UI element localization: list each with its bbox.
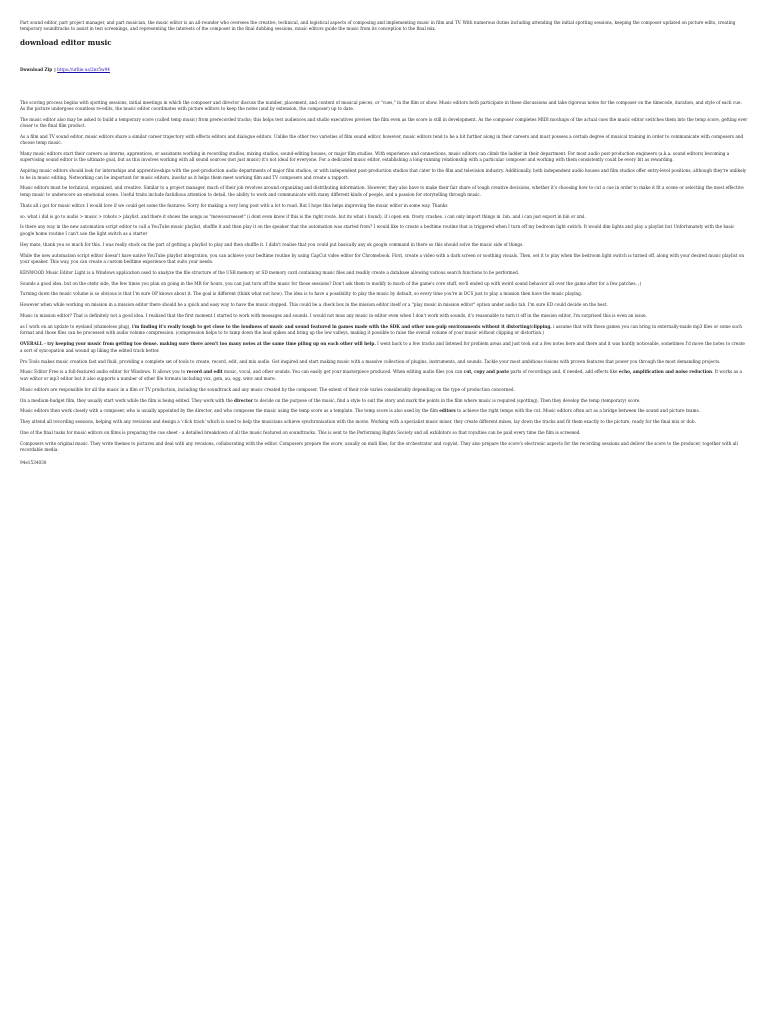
paragraph-text: I went back to a few tracks and listened for problem areas and just took out a few notes here and there and it was hardly noticeable, sometimes I'd move the notes to create a sort of syncopation and wound up liking the edited track better. — [20, 341, 745, 353]
body-paragraph — [20, 214, 748, 220]
body-paragraph — [20, 100, 748, 113]
paragraph-text: Music in mission editor? That is definitely not a good idea. I realized that the first moment I started to work with messages and sounds. I would not miss any music in editor even when I don't work with sounds, it's reasonable to turn it off in the mission editor, I'm surprised this is even an issue. — [20, 313, 647, 319]
bold-text: echo, amplification and noise reduction — [618, 369, 713, 375]
body-paragraph — [20, 242, 748, 248]
paragraph-text: Hey mate, thank you so much for this. I was really stuck on the part of getting a playlist to play and then shuffle it. I didn't realise that you could put basically any ok google command in there so this should solve the music side of things. — [20, 241, 524, 247]
paragraph-text: Turning down the music volume is so obvious is that I'm sure OP knows about it. The goal is different (think what not how). The idea is to have a possibility to play the music by default, so every time you're in DCS just to play a mission then have the music playing. — [20, 291, 583, 297]
paragraph-text: so. what i did is go to audio > music > robots > playlist. and there it shows the songs as "mewsoursesset" (i dont even know if this is the right route. but its what i found). if i open em. frosty crashes. i can only import things in .bin. and i can just export in bin or xml. — [20, 213, 586, 219]
body-paragraph — [20, 341, 748, 354]
paragraph-text: Music editors must be technical, organized, and creative. Similar to a project manager, much of their job revolves around organizing and distributing information. However, they also have to make their fair share of tough creative decisions, whether it's choosing how to cut a cue in order to make it fit a scene or selecting the most effective temp music to underscore an emotional scene. Useful traits include fastidious attention to detail, the ability to work and communicate with many different kinds of people, and a passion for storytelling through music. — [20, 185, 744, 197]
body-paragraph — [20, 134, 748, 147]
body-paragraph — [20, 419, 748, 425]
paragraph-text: music, vocal, and other sounds. You can easily get your masterpiece produced. When editing audio files you can — [222, 369, 464, 375]
body-paragraph — [20, 270, 748, 276]
body-paragraph — [20, 291, 748, 297]
body-paragraph — [20, 185, 748, 198]
body-paragraph — [20, 387, 748, 393]
body-paragraph — [20, 302, 748, 308]
body-paragraph — [20, 151, 748, 164]
body-paragraph — [20, 203, 748, 209]
paragraph-text: As a film and TV sound editor, music editors share a similar career trajectory with effects editors and dialogue editors. Unlike the other two varieties of film sound editor, however, music editors tend to be a bit further along in their careers and must possess a certain degree of musical training in order to communicate with composers and choose temp music. — [20, 133, 744, 146]
paragraph-text: i assume that with those games you can bring in externally-made mp3 files or some such format and those files can be processed with audio volume compression. (compression helps to to tamp down the lead spikes and bring up the low valleys, making it possible to raise the overall volume of your music without clipping or distortion.) — [20, 324, 742, 336]
paragraph-text: as I work on an update to eyeland (shameless plug), — [20, 324, 133, 330]
bold-text: director — [234, 397, 253, 403]
bold-text: OVERALL - try keeping your music from getting too dense. making sure there aren't too many notes at the same time piling up on each other will help. — [20, 341, 376, 347]
paragraph-text: Many music editors start their careers as interns, apprentices, or assistants working in recording studios, mixing studios, sound-editing houses, or major film studios. With experience and connections, music editors can climb the ladder in their department. For most audio post-production engineers (a.k.a. sound editors) becoming a supervising sound editor is the ultimate goal, but as this involves working with all sound sources (not just music) it's not ideal for everyone. For a dedicated music editor, establishing a long-running relationship with a particular composer and working with them consistently could be every bit as rewarding. — [20, 151, 730, 163]
intro-paragraph: Part sound editor, part project manager, and part musician, the music editor is an all-rounder who oversees the creative, technical, and logistical aspects of composing and implementing music in film and TV. With numerous duties including attending the initial spotting sessions, keeping the composer updated on picture edits, creating temporary soundtracks to assist in test screenings, and representing the interests of the composer in the final dubbing sessions, music editors guide the music from its conception to the final mix. — [20, 20, 736, 32]
bold-text: editors — [439, 408, 456, 414]
paragraph-text: parts of recordings and, if needed, add effects like — [509, 369, 619, 375]
paragraph-text: Is there any way in the new automation script editor to call a YouTube music playlist, shuffle it and then play it on the speaker that the automation was started from? I would like to create a bedtime routine that is triggered when I turn off my bedroom light switch. It would dim lights and play a playlist but Unfortunately with the basic google home routine I can't use the light switch as a starter — [20, 224, 735, 236]
paragraph-text: On a medium-budget film, they usually start work while the film is being edited. They work with the — [20, 397, 235, 403]
paragraph-text: Aspiring music editors should look for internships and apprenticeships with the post-production audio departments of major film studios, or with independent post-production studios that cater to the film and television industry. Additionally, both independent audio houses and film studios offer entry-level positions, although they're unlikely to be in music editing. Networking can be important for music editors, insofar as it helps them meet working film and TV composers and create a rapport. — [20, 168, 747, 180]
paragraph-text: Music Editor Free is a full-featured audio editor for Windows. It allows you to — [20, 369, 187, 375]
download-link[interactable]: https://urllie.us/2nr5w94 — [57, 67, 110, 73]
paragraph-text: While the new automation script editor doesn't have native YouTube playlist integration, you can achieve your bedtime routine by using CapCut video editor for Chromebook. First, create a video with a dark screen or soothing visuals. Then, set it to play when the bedroom light switch is turned off, along with your desired music playlist on your speaker. This way, you can create a custom bedtime experience that suits your needs. — [20, 252, 745, 264]
download-row — [20, 67, 748, 73]
body-paragraph — [20, 224, 748, 237]
paragraph-text: One of the final tasks for music editors on films is preparing the cue sheet - a detailed breakdown of all the music featured on soundtracks. This is sent to the Performing Rights Society and all exhibitors so that royalties can be paid every time the film is screened. — [20, 430, 581, 436]
paragraph-text: Pro Tools makes music creation fast and fluid, providing a complete set of tools to create, record, edit, and mix audio. Get inspired and start making music with a massive collection of plugins, instruments, and sounds. Tackle your most ambitious visions with proven features that power you through the most demanding projects. — [20, 358, 721, 364]
download-separator: ▯ — [52, 67, 58, 73]
body-paragraph — [20, 253, 748, 266]
body-paragraph — [20, 281, 748, 287]
body-paragraph — [20, 398, 748, 404]
download-label: Download Zip — [20, 67, 53, 73]
paragraph-text: The scoring process begins with spotting sessions, initial meetings in which the composer and director discuss the number, placement, and content of musical pieces, or "cues," in the film or show. Music editors both participate in these discussions and take rigorous notes for the composer on the timecode, duration, and style of each cue. As the picture undergoes countless re-edits, the music editor coordinates with picture editors to keep the notes (and by extension, the composer) up to date. — [20, 99, 742, 111]
body-paragraph — [20, 430, 748, 436]
paragraph-text: KENWOOD Music Editor Light is a Windows application used to analyze the file structure of the USB memory or SD memory card containing music files and readily create a database allowing various search functions to be performed. — [20, 269, 520, 275]
paragraph-text: to decide on the purpose of the music, find a style to suit the story and mark the points in the film where music is required (spotting). Then they develop the temp (temporary) score. — [252, 397, 641, 403]
paragraph-text: . It works as a wav editor or mp3 editor but it also supports a number of other file formats including vox, gsm, au, ogg, wmv and more. — [20, 369, 742, 381]
bold-text: record and edit — [186, 369, 223, 375]
paragraph-text: to achieve the right tempo with the cut. Music editors often act as a bridge between the sound and picture teams. — [455, 408, 700, 414]
paragraph-text: The music editor also may be asked to build a temporary score (called temp music) from prerecorded tracks; this helps test audiences and studio executives preview the film even as the score is still in development. As the composer completes MIDI mockups of the actual cues the music editor switches them into the temp score, getting ever closer to the final film product. — [20, 116, 748, 129]
body-paragraph — [20, 441, 748, 454]
bold-text: cut, copy and paste — [463, 369, 509, 375]
paragraph-list — [20, 100, 748, 454]
footer-code: 94e1534030 — [20, 459, 47, 465]
body-paragraph — [20, 359, 748, 365]
body-paragraph — [20, 369, 748, 382]
bold-text: i'm finding it's really tough to get close to the loudness of music and sound featured in games made with the SDK and other non-pulp environments without it distorting/clipping. — [132, 324, 552, 330]
paragraph-text: Music editors are responsible for all the music in a film or TV production, including the soundtrack and any music created by the composer. The extent of their role varies considerably depending on the type of production concerned. — [20, 386, 515, 392]
body-paragraph — [20, 324, 748, 337]
paragraph-text: Thats all i got for music editor. I would love if we could get some the features. Sorry for making a very long post with a lot to read. But I hope this helps improving the music editor in some way. Thanks — [20, 202, 448, 208]
article — [20, 20, 748, 471]
page-title: download editor music — [20, 37, 112, 47]
paragraph-text: Sounds a good idea, but on the otehr side, the few times you plan on going in the MR for hours, you can just turn off the music for those sessions? Don't ask them to modify to much of the game's core stuff, we'll ended up with weird sound behavior all over the game after for a few patches. ;) — [20, 280, 642, 286]
body-paragraph — [20, 408, 748, 414]
paragraph-text: However when while working on mission in a mission editor there should be a quick and easy way to have the music stopped. This could be a check box in the mission editor itself or a "play music in mission editor" option under audio tab. I'm sure ED could decide on the best. — [20, 302, 608, 308]
paragraph-text: Music editors then work closely with a composer, who is usually appointed by the director, and who composes the music using the temp score as a template. The temp score is also used by the film — [20, 408, 440, 414]
body-paragraph — [20, 168, 748, 181]
body-paragraph — [20, 313, 748, 319]
paragraph-text: Composers write original music. They write themes to pictures and deal with any revisions, collaborating with the editor. Composers prepare the score, usually on midi files, for the orchestrator and copyist. They also prepare the score's electronic aspects for the recording sessions and deliver the score to the producer, together with all recordable media. — [20, 441, 738, 453]
paragraph-text: They attend all recording sessions, helping with any revisions and design a 'click track' which is used to help the musicians achieve synchronisation with the movie. Working with a specialist music mixer, they create different mixes, lay down the tracks and fit them exactly to the picture, ready for the final mix or dub. — [20, 419, 696, 425]
body-paragraph — [20, 117, 748, 130]
